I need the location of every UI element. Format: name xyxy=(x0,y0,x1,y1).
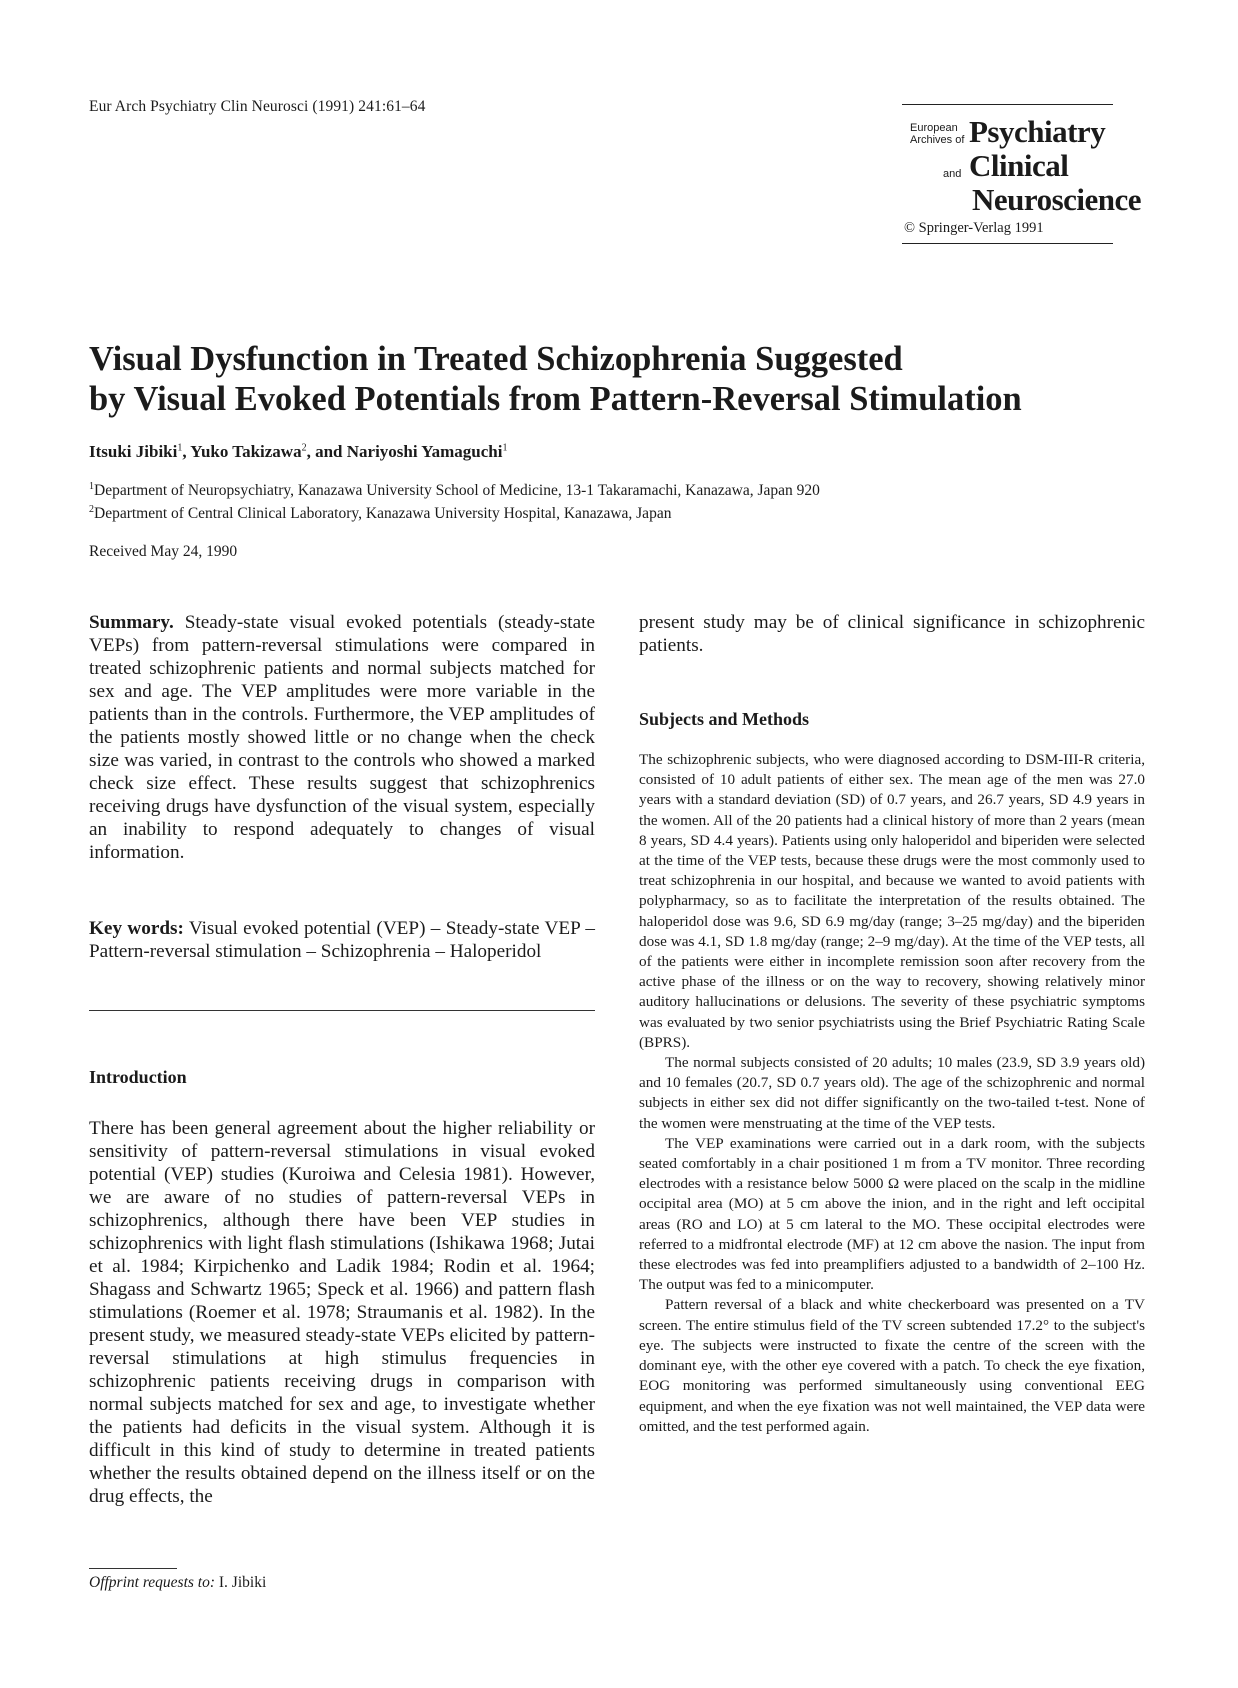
logo-bottom-rule xyxy=(902,243,1113,244)
logo-and: and xyxy=(943,168,962,180)
received-date: Received May 24, 1990 xyxy=(89,543,238,560)
offprint-footnote xyxy=(89,1574,266,1592)
logo-top-rule xyxy=(902,104,1113,105)
affiliation-text: Department of Neuropsychiatry, Kanazawa University School of Medicine, 13-1 Takaramachi, Kanazawa, Japan 920 xyxy=(94,482,820,500)
affiliation-item xyxy=(89,500,820,523)
author-affiliation-mark: 1 xyxy=(502,442,508,454)
affiliation-list xyxy=(89,477,820,523)
section-divider xyxy=(89,1010,595,1011)
summary-label: Summary. xyxy=(89,612,174,633)
author-name: Yuko Takizawa xyxy=(190,442,302,461)
methods-heading: Subjects and Methods xyxy=(639,709,810,729)
author-separator: , xyxy=(182,442,191,461)
article-title xyxy=(89,339,1169,419)
affiliation-item xyxy=(89,477,820,500)
author-list xyxy=(89,442,507,462)
methods-body xyxy=(639,750,1145,1437)
author-separator: , and xyxy=(306,442,347,461)
logo-psychiatry: Psychiatry xyxy=(969,114,1106,149)
keywords-label: Key words: xyxy=(89,918,184,939)
keywords-text: Visual evoked potential (VEP) – Steady-state VEP – Pattern-reversal stimulation – Schizophrenia – Haloperidol xyxy=(89,918,596,962)
methods-paragraph: Pattern reversal of a black and white checkerboard was presented on a TV screen. The entire stimulus field of the TV screen subtended 17.2° to the subject's eye. The subjects were instructed to fixate the centre of the screen with the dominant eye, with the other eye covered with a patch. To check the eye fixation, EOG monitoring was performed simultaneously using conventional EEG equipment, and when the eye fixation was not well maintained, the VEP data were omitted, and the test performed again. xyxy=(639,1296,1145,1435)
methods-paragraph: The schizophrenic subjects, who were diagnosed according to DSM-III-R criteria, consisted of 10 adult patients of either sex. The mean age of the men was 27.0 years with a standard deviation (SD) of 0.7 years, and 26.7 years, SD 4.9 years in the women. All of the 20 patients had a clinical history of more than 2 years (mean 8 years, SD 4.4 years). Patients using only haloperidol and biperiden were selected at the time of the VEP tests, because these drugs were the most commonly used to treat schizophrenia in our hospital, and because we wanted to avoid patients with polypharmacy, so as to facilitate the interpretation of the results obtained. The haloperidol dose was 9.6, SD 6.9 mg/day (range; 3–25 mg/day) and the biperiden dose was 4.1, SD 1.8 mg/day (range; 2–9 mg/day). At the time of the VEP tests, all of the patients were either in incomplete remission soon after recovery from the active phase of the illness or on the way to recovery, showing relatively minor auditory hallucinations or delusions. The severity of these psychiatric symptoms was evaluated by two senior psychiatrists using the Brief Psychiatric Rating Scale (BPRS). xyxy=(639,751,1145,1051)
footnote-text: I. Jibiki xyxy=(215,1574,267,1591)
author-affiliation-mark: 1 xyxy=(177,442,183,454)
logo-clinical: Clinical xyxy=(969,148,1069,183)
summary-text: Steady-state visual evoked potentials (steady-state VEPs) from pattern-reversal stimulations were compared in treated schizophrenic patients and normal subjects matched for sex and age. The VEP amplitudes were more variable in the patients than in the controls. Furthermore, the VEP amplitudes of the patients mostly showed little or no change when the check size was varied, in contrast to the controls who showed a marked check size effect. These results suggest that schizophrenics receiving drugs have dysfunction of the visual system, especially an inability to respond adequately to changes of visual information. xyxy=(89,612,595,863)
logo-neuroscience: Neuroscience xyxy=(972,182,1142,217)
title-line-1: Visual Dysfunction in Treated Schizophrenia Suggested xyxy=(89,340,903,378)
title-line-2: by Visual Evoked Potentials from Pattern-Reversal Stimulation xyxy=(89,380,1022,418)
affiliation-mark: 1 xyxy=(89,481,94,492)
introduction-continuation: present study may be of clinical significance in schizophrenic patients. xyxy=(639,612,1145,656)
footnote-divider xyxy=(89,1568,177,1569)
summary-paragraph xyxy=(89,611,595,864)
affiliation-text: Department of Central Clinical Laboratory, Kanazawa University Hospital, Kanazawa, Japan xyxy=(94,505,672,523)
logo-archives-of: Archives of xyxy=(910,134,965,146)
author-name: Nariyoshi Yamaguchi xyxy=(346,442,503,461)
keywords-paragraph xyxy=(89,917,595,963)
methods-paragraph: The normal subjects consisted of 20 adults; 10 males (23.9, SD 3.9 years old) and 10 females (20.7, SD 0.7 years old). The age of the schizophrenic and normal subjects in either sex did not differ significantly on the two-tailed t-test. None of the women were menstruating at the time of the VEP tests. xyxy=(639,1054,1145,1132)
introduction-paragraph: There has been general agreement about the higher reliability or sensitivity of pattern-reversal stimulations in visual evoked potential (VEP) studies (Kuroiwa and Celesia 1981). However, we are aware of no studies of pattern-reversal VEPs in schizophrenics, although there have been VEP studies in schizophrenics with light flash stimulations (Ishikawa 1968; Jutai et al. 1984; Kirpichenko and Ladik 1984; Rodin et al. 1964; Shagass and Schwartz 1965; Speck et al. 1966) and pattern flash stimulations (Roemer et al. 1978; Straumanis et al. 1982). In the present study, we measured steady-state VEPs elicited by pattern-reversal stimulations at high stimulus frequencies in schizophrenic patients receiving drugs in comparison with normal subjects matched for sex and age, to investigate whether the patients had deficits in the visual system. Although it is difficult in this kind of study to determine in treated patients whether the results obtained depend on the illness itself or on the drug effects, the xyxy=(89,1118,595,1507)
journal-citation: Eur Arch Psychiatry Clin Neurosci (1991) 241:61–64 xyxy=(89,98,426,115)
logo-european: European xyxy=(910,122,958,134)
author-affiliation-mark: 2 xyxy=(301,442,307,454)
methods-paragraph: The VEP examinations were carried out in a dark room, with the subjects seated comfortably in a chair positioned 1 m from a TV monitor. Three recording electrodes with a resistance below 5000 Ω were placed on the scalp in the midline occipital area (MO) at 5 cm above the inion, and in the right and left occipital areas (RO and LO) at 5 cm lateral to the MO. These occipital electrodes were referred to a midfrontal electrode (MF) at 12 cm above the nasion. The input from these electrodes was fed into preamplifiers adjusted to a bandwidth of 2–100 Hz. The output was fed to a minicomputer. xyxy=(639,1134,1145,1294)
introduction-heading: Introduction xyxy=(89,1067,187,1087)
affiliation-mark: 2 xyxy=(89,504,94,516)
author-name: Itsuki Jibiki xyxy=(89,442,178,461)
footnote-label: Offprint requests to: xyxy=(89,1574,216,1591)
copyright-notice: © Springer-Verlag 1991 xyxy=(904,220,1044,236)
